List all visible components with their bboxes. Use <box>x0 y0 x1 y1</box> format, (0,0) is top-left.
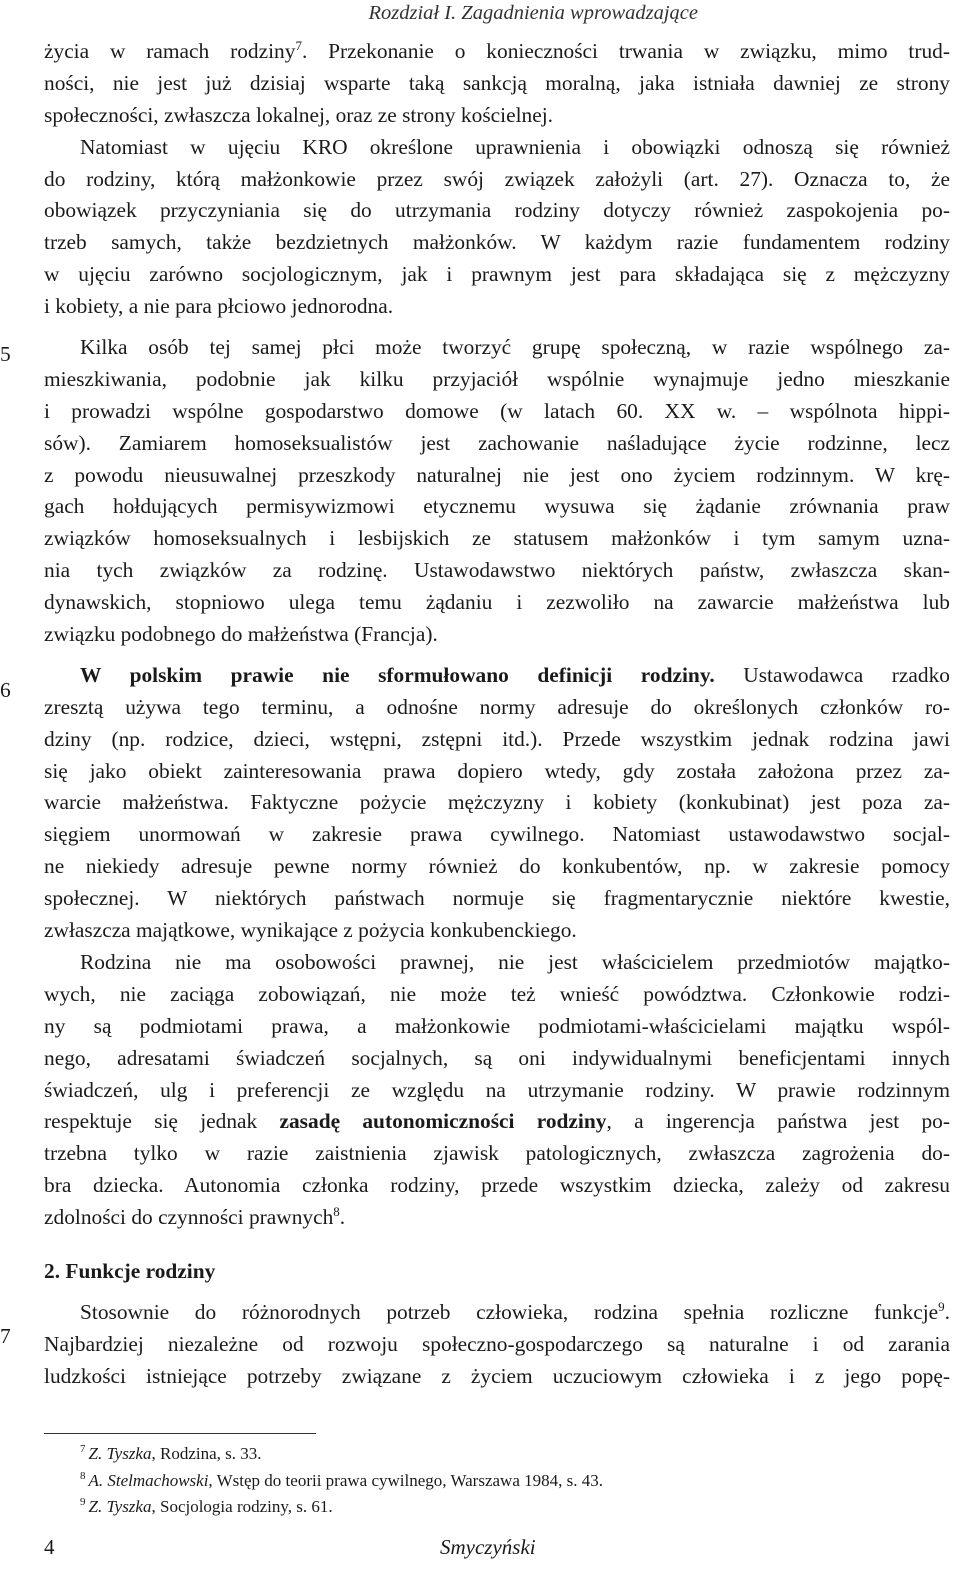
text-line: trzebna tylko w razie zaistnienia zjawisk patologicznych, zwłaszcza zagrożenia do- <box>44 1141 950 1166</box>
paragraph <box>44 36 950 132</box>
running-foot: Smyczyński <box>440 1535 536 1559</box>
page-number: 4 <box>44 1535 55 1559</box>
text-line: bra dziecka. Autonomia członka rodziny, przede wszystkim dziecka, zależy od zakresu <box>44 1173 950 1198</box>
text-line: ności, nie jest już dzisiaj wsparte taką sankcją moralną, jaka istniała dawniej ze strony <box>44 70 950 95</box>
text-line: gach hołdujących permisywizmowi etycznemu wysuwa się żądanie zrównania praw <box>44 494 950 519</box>
body-text <box>44 36 950 1393</box>
text-line: ne niekiedy adresuje pewne normy również do konkubentów, np. w zakresie pomocy <box>44 854 950 879</box>
footnote: $^8$ A. Stelmachowski, Wstęp do teorii prawa cywilnego, Warszawa 1984, s. 43. <box>80 1469 603 1490</box>
text-line: trzeb samych, także bezdzietnych małżonków. W każdym razie fundamentem rodziny <box>44 230 950 255</box>
text-line: Kilka osób tej samej płci może tworzyć grupę społeczną, w razie wspólnego za- <box>80 335 950 360</box>
paragraph <box>44 1297 950 1393</box>
text-line: warcie małżeństwa. Faktyczne pożycie mężczyzny i kobiety (konkubinat) jest poza za- <box>44 790 950 815</box>
text-line: ny są podmiotami prawa, a małżonkowie podmiotami-właścicielami majątku wspól- <box>44 1013 950 1038</box>
text-line: Stosownie do różnorodnych potrzeb człowieka, rodzina spełnia rozliczne funkcje$^9$. <box>80 1298 950 1324</box>
text-line: życia w ramach rodziny$^7$. Przekonanie o konieczności trwania w związku, mimo trud- <box>44 37 950 63</box>
paragraph <box>44 132 950 323</box>
text-line: do rodziny, którą małżonkowie przez swój związek założyli (art. 27). Oznacza to, że <box>44 166 950 191</box>
text-line: W polskim prawie nie sformułowano definicji rodziny. Ustawodawca rzadko <box>80 662 950 687</box>
text-line: zdolności do czynności prawnych$^8$. <box>44 1203 346 1230</box>
text-line: sięgiem unormowań w zakresie prawa cywilnego. Natomiast ustawodawstwo socjal- <box>44 822 950 847</box>
footnote-ref[interactable]: 8 <box>333 1203 340 1219</box>
text-line: sów). Zamiarem homoseksualistów jest zachowanie naśladujące życie rodzinne, lecz <box>44 430 950 455</box>
text-line: Najbardziej niezależne od rozwoju społeczno-gospodarczego są naturalne i od zarania <box>44 1331 950 1356</box>
text-line: Rodzina nie ma osobowości prawnej, nie jest właścicielem przedmiotów majątko- <box>80 949 950 974</box>
text-line: nia tych związków za rodzinę. Ustawodawstwo niektórych państw, zwłaszcza skan- <box>44 558 950 583</box>
text-line: Natomiast w ujęciu KRO określone uprawnienia i obowiązki odnoszą się również <box>80 134 950 159</box>
footnote-rule <box>44 1433 316 1434</box>
text-line: społecznej. W niektórych państwach normuje się fragmentarycznie niektóre kwestie, <box>44 886 950 911</box>
text-line: wych, nie zaciąga zobowiązań, nie może też wnieść powództwa. Członkowie rodzi- <box>44 981 950 1006</box>
footnote-ref[interactable]: 9 <box>938 1298 945 1314</box>
margin-number: 6 <box>0 678 11 702</box>
paragraph <box>44 947 950 1234</box>
footnotes <box>80 1441 603 1521</box>
footnote: $^7$ Z. Tyszka, Rodzina, s. 33. <box>80 1443 262 1463</box>
paragraph <box>44 660 950 947</box>
margin-number: 5 <box>0 342 11 366</box>
text-line: z powodu nieusuwalnej przeszkody naturalnej nie jest ono życiem rodzinnym. W krę- <box>44 462 950 487</box>
text-line: związków homoseksualnych i lesbijskich ze statusem małżonków i tym samym uzna- <box>44 526 950 551</box>
running-head: Rozdział I. Zagadnienia wprowadzające <box>368 2 698 24</box>
text-line: respektuje się jednak zasadę autonomiczności rodziny, a ingerencja państwa jest po- <box>44 1109 950 1134</box>
margin-number: 7 <box>0 1324 11 1348</box>
bold-phrase: W polskim prawie nie sformułowano definicji rodziny. <box>80 662 715 687</box>
bold-phrase: zasadę autonomiczności rodziny <box>279 1109 607 1134</box>
footnote-ref[interactable]: 7 <box>295 37 302 53</box>
text-line: związku podobnego do małżeństwa (Francja). <box>44 622 438 647</box>
text-line: świadczeń, ulg i preferencji ze względu na utrzymanie rodziny. W prawie rodzinnym <box>44 1077 950 1102</box>
paragraph <box>44 332 950 651</box>
text-line: ludzkości istniejące potrzeby związane z życiem uczuciowym człowieka i z jego popę- <box>44 1363 950 1388</box>
text-line: społeczności, zwłaszcza lokalnej, oraz ze strony kościelnej. <box>44 102 553 127</box>
text-line: obowiązek przyczyniania się do utrzymania rodziny dotyczy również zaspokojenia po- <box>44 198 950 223</box>
text-line: dynawskich, stopniowo ulega temu żądaniu i zezwoliło na zawarcie małżeństwa lub <box>44 590 950 615</box>
text-line: w ujęciu zarówno socjologicznym, jak i prawnym jest para składająca się z mężczyzny <box>44 262 950 287</box>
text-line: nego, adresatami świadczeń socjalnych, są oni indywidualnymi beneficjentami innych <box>44 1045 950 1070</box>
text-line: zresztą używa tego terminu, a odnośne normy adresuje do określonych członków ro- <box>44 694 950 719</box>
text-line: zwłaszcza majątkowe, wynikające z pożycia konkubenckiego. <box>44 918 577 943</box>
text-line: się jako obiekt zainteresowania prawa dopiero wtedy, gdy została założona przez za- <box>44 758 950 783</box>
footnote: $^9$ Z. Tyszka, Socjologia rodziny, s. 61. <box>80 1496 333 1516</box>
text-line: mieszkiwania, podobnie jak kilku przyjaciół wspólnie wynajmuje jedno mieszkanie <box>44 366 950 391</box>
text-line: i kobiety, a nie para płciowo jednorodna. <box>44 294 394 319</box>
text-line: i prowadzi wspólne gospodarstwo domowe (w latach 60. XX w. – wspólnota hippi- <box>44 398 950 423</box>
section-heading: 2. Funkcje rodziny <box>44 1258 216 1283</box>
text-line: dziny (np. rodzice, dzieci, wstępni, zstępni itd.). Przede wszystkim jednak rodzina jawi <box>44 726 950 751</box>
